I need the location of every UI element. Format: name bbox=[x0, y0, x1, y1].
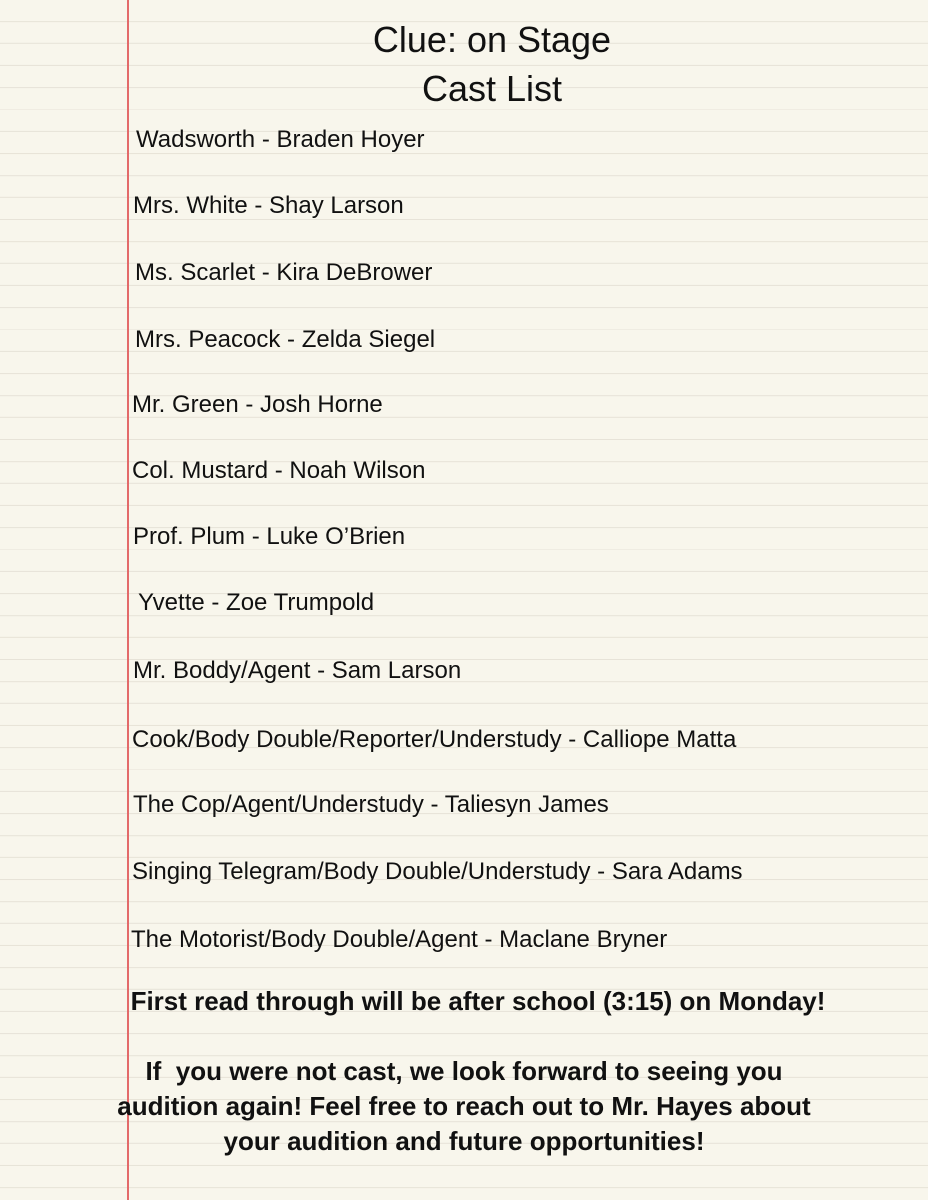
cast-item: The Cop/Agent/Understudy - Taliesyn James bbox=[133, 791, 609, 818]
cast-item: Mrs. Peacock - Zelda Siegel bbox=[135, 326, 436, 353]
encouragement-line: audition again! Feel free to reach out to Mr. Hayes about bbox=[117, 1091, 811, 1121]
cast-item: Yvette - Zoe Trumpold bbox=[138, 589, 375, 616]
cast-item: The Motorist/Body Double/Agent - Maclane Bryner bbox=[131, 926, 668, 953]
cast-item: Cook/Body Double/Reporter/Understudy - Calliope Matta bbox=[132, 726, 737, 753]
encouragement-line: If you were not cast, we look forward to seeing you bbox=[145, 1056, 783, 1086]
cast-item: Prof. Plum - Luke O’Brien bbox=[133, 523, 406, 550]
cast-item: Mrs. White - Shay Larson bbox=[133, 192, 404, 219]
page-title: Clue: on Stage bbox=[372, 19, 612, 60]
encouragement-line: your audition and future opportunities! bbox=[223, 1126, 705, 1156]
cast-item: Wadsworth - Braden Hoyer bbox=[136, 126, 425, 153]
cast-item: Col. Mustard - Noah Wilson bbox=[132, 457, 426, 484]
encouragement-message bbox=[0, 1054, 928, 1159]
first-read-notice: First read through will be after school (3:15) on Monday! bbox=[130, 986, 826, 1016]
cast-item: Singing Telegram/Body Double/Understudy - Sara Adams bbox=[132, 858, 743, 885]
page-subtitle: Cast List bbox=[421, 68, 563, 109]
cast-item: Ms. Scarlet - Kira DeBrower bbox=[135, 259, 433, 286]
cast-item: Mr. Green - Josh Horne bbox=[132, 391, 383, 418]
cast-item: Mr. Boddy/Agent - Sam Larson bbox=[133, 657, 462, 684]
